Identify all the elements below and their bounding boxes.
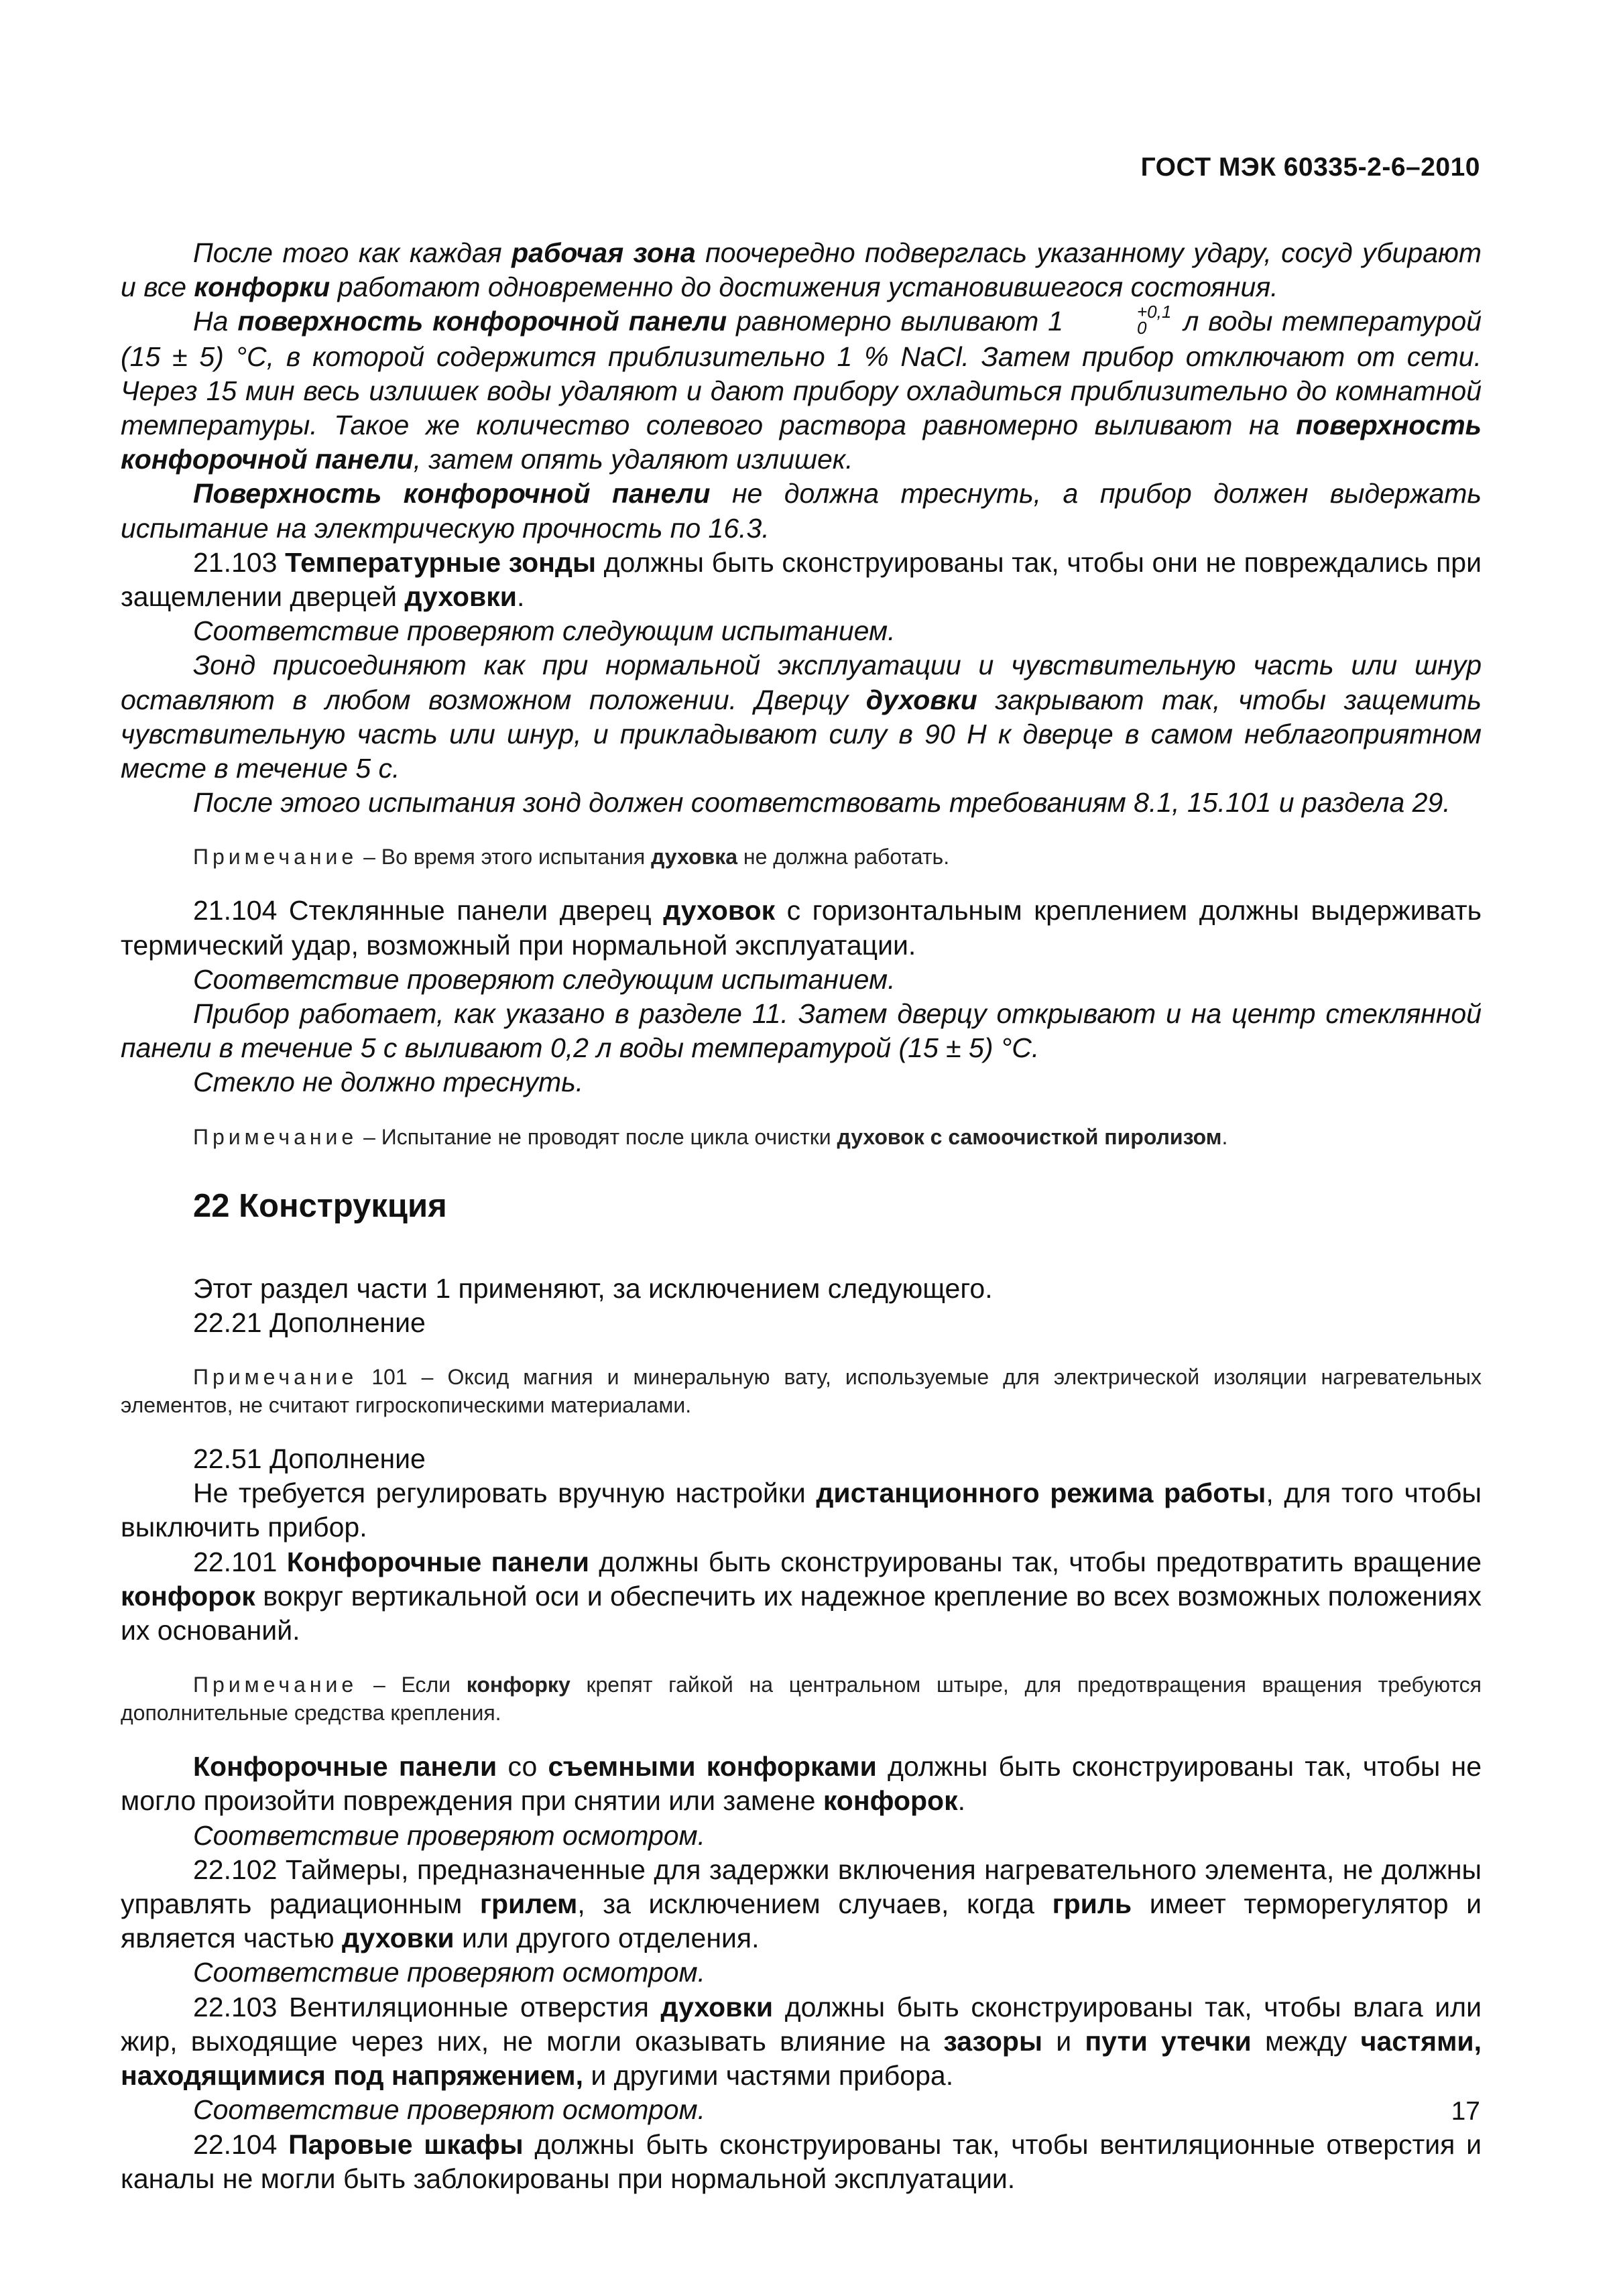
document-code-header: ГОСТ МЭК 60335-2-6–2010 xyxy=(1140,153,1480,182)
text-run: Зонд присоединяют как при нормальной эксплуатации и чувствительную часть или шнур оставляют в любом возможном положении. Дверцу xyxy=(121,650,1482,715)
term-bold: поверхность конфорочной панели xyxy=(237,306,727,337)
term-bold: духовок xyxy=(663,895,776,926)
term-bold: грилем xyxy=(479,1888,578,1920)
clause-21-104 xyxy=(121,894,1482,962)
term-bold: духовок с самоочисткой пиролизом xyxy=(837,1124,1222,1149)
term-bold: рабочая зона xyxy=(512,237,696,268)
text-run: закрывают так, чтобы защемить чувствительную часть или шнур, и прикладывают силу в 90 Н к дверце в самом неблагоприятном месте в течение 5 с. xyxy=(121,684,1482,784)
clause-22-21: 22.21 Дополнение xyxy=(193,1307,426,1338)
term-bold: Поверхность конфорочной панели xyxy=(193,478,711,509)
text-run: имеет терморегулятор и является частью xyxy=(121,1888,1482,1954)
note-label: Примечание xyxy=(193,1673,358,1697)
clause-number: 21.103 xyxy=(193,546,286,578)
term-bold: духовки xyxy=(404,581,517,612)
text-run: и xyxy=(1042,2025,1085,2057)
clause-number: 22.104 xyxy=(193,2128,289,2160)
text-run: работают одновременно до достижения установившегося состояния. xyxy=(330,271,1278,303)
note-label: Примечание xyxy=(193,845,358,869)
tolerance-fraction xyxy=(1065,301,1172,338)
paragraph-glass-test: Прибор работает, как указано в разделе 11. Затем дверцу открывают и на центр стеклянной панели в течение 5 с выливают 0,2 л воды температурой (15 ± 5) °С. xyxy=(121,998,1482,1064)
compliance-statement: Соответствие проверяют осмотром. xyxy=(193,1957,706,1988)
text-run: с горизонтальным креплением должны выдерживать термический удар, возможный при нормальной эксплуатации. xyxy=(121,895,1482,961)
text-run: На xyxy=(193,306,238,337)
text-run: . xyxy=(517,581,525,612)
term-bold: конфорку xyxy=(466,1673,570,1697)
term-bold: гриль xyxy=(1052,1888,1132,1920)
text-run: не должна треснуть, а прибор должен выдержать испытание на электрическую прочность по 16.3. xyxy=(121,478,1482,544)
term-bold: Температурные зонды xyxy=(285,546,596,578)
term-bold: конфорок xyxy=(823,1785,958,1817)
page-number: 17 xyxy=(1451,2097,1480,2126)
term-bold: Конфорочные панели xyxy=(193,1751,497,1783)
text-run: не должна работать. xyxy=(737,845,950,869)
text-run: , затем опять удаляют излишек. xyxy=(413,444,853,475)
term-bold: Конфорочные панели xyxy=(286,1546,590,1577)
note-pyrolytic xyxy=(121,1123,1482,1151)
text-run: между xyxy=(1251,2025,1361,2057)
text-run: равномерно выливают 1 xyxy=(727,306,1063,337)
text-run: , за исключением случаев, когда xyxy=(577,1888,1053,1920)
text-run: или другого отделения. xyxy=(454,1923,760,1954)
tolerance-lower: 0 xyxy=(1136,317,1147,338)
term-bold: духовки xyxy=(660,1991,774,2022)
paragraph-panel-no-crack xyxy=(121,477,1482,545)
note-label: Примечание xyxy=(193,1365,358,1390)
text-run: поочередно подверглась указанному удару, сосуд убирают и все xyxy=(121,237,1482,303)
term-bold: духовки xyxy=(865,684,977,715)
clause-22-104 xyxy=(121,2128,1482,2196)
term-bold: пути утечки xyxy=(1085,2025,1252,2057)
clause-22-51: 22.51 Дополнение xyxy=(193,1443,426,1475)
text-run: 101 – Оксид магния и минеральную вату, используемые для электрической изоляции нагревательных элементов, не считают гигроскопическими материалами. xyxy=(121,1365,1482,1418)
text-run: должны быть сконструированы так, чтобы предотвратить вращение xyxy=(589,1546,1482,1577)
term-bold: Паровые шкафы xyxy=(288,2128,524,2160)
text-run: и другими частями прибора. xyxy=(583,2060,954,2092)
clause-21-103 xyxy=(121,546,1482,614)
term-bold: зазоры xyxy=(943,2025,1042,2057)
term-bold: дистанционного режима работы xyxy=(816,1477,1266,1509)
note-hotplate-nut xyxy=(121,1671,1482,1727)
clause-22-102 xyxy=(121,1853,1482,1956)
text-run: . xyxy=(957,1785,966,1817)
clause-22-103 xyxy=(121,1990,1482,2094)
term-bold: духовки xyxy=(341,1923,455,1954)
compliance-statement: Соответствие проверяют следующим испытанием. xyxy=(193,615,896,647)
text-run: 21.104 Стеклянные панели дверец xyxy=(193,895,664,926)
term-bold: конфорок xyxy=(121,1580,255,1612)
paragraph-remote-operation xyxy=(121,1476,1482,1545)
text-run: должны быть сконструированы так, чтобы не могло произойти повреждения при снятии или замене xyxy=(121,1751,1482,1817)
term-bold: конфорки xyxy=(194,271,330,303)
note-oven-not-operating xyxy=(121,843,1482,871)
paragraph-removable-hotplates xyxy=(121,1750,1482,1818)
paragraph-saline-test xyxy=(121,301,1482,477)
paragraph-work-zone-impact xyxy=(121,236,1482,304)
tolerance-upper: +0,1 xyxy=(1136,301,1172,322)
paragraph-after-test: После этого испытания зонд должен соответствовать требованиям 8.1, 15.101 и раздела 29. xyxy=(193,787,1451,819)
text-run: должны быть сконструированы так, чтобы вентиляционные отверстия и каналы не могли быть заблокированы при нормальной эксплуатации. xyxy=(121,2128,1482,2194)
paragraph-probe-test xyxy=(121,648,1482,786)
compliance-statement: Соответствие проверяют следующим испытанием. xyxy=(193,963,896,995)
text-run: – Во время этого испытания xyxy=(357,845,652,869)
section-intro: Этот раздел части 1 применяют, за исключением следующего. xyxy=(193,1272,993,1304)
text-run: Не требуется регулировать вручную настройки xyxy=(193,1477,817,1509)
page-content xyxy=(121,236,1482,2196)
text-run: После того как каждая xyxy=(193,237,512,268)
paragraph-glass-no-crack: Стекло не должно треснуть. xyxy=(193,1067,584,1098)
term-bold: съемными конфорками xyxy=(548,1751,877,1783)
text-run: 22.102 Таймеры, предназначенные для задержки включения нагревательного элемента, не должны управлять радиационным xyxy=(121,1854,1482,1920)
text-run: должны быть сконструированы так, чтобы влага или жир, выходящие через них, не могли оказывать влияние на xyxy=(121,1991,1482,2057)
term-bold: поверхность конфорочной панели xyxy=(121,409,1482,475)
text-run: 22.103 Вентиляционные отверстия xyxy=(193,1991,661,2022)
compliance-statement: Соответствие проверяют осмотром. xyxy=(193,2094,706,2126)
text-run: крепят гайкой на центральном штыре, для предотвращения вращения требуются дополнительные средства крепления. xyxy=(121,1673,1482,1726)
text-run: должны быть сконструированы так, чтобы они не повреждались при защемлении дверцей xyxy=(121,546,1482,612)
text-run: . xyxy=(1221,1124,1228,1149)
term-bold: духовка xyxy=(651,845,737,869)
text-run: вокруг вертикальной оси и обеспечить их надежное крепление во всех возможных положениях их оснований. xyxy=(121,1580,1482,1646)
section-heading: 22 Конструкция xyxy=(193,1187,447,1224)
note-101-magnesium-oxide xyxy=(121,1363,1482,1419)
text-run: со xyxy=(497,1751,548,1783)
term-bold: частями, находящимися под напряжением, xyxy=(121,2025,1482,2092)
text-run: – Испытание не проводят после цикла очистки xyxy=(357,1124,837,1149)
compliance-statement: Соответствие проверяют осмотром. xyxy=(193,1819,706,1851)
clause-number: 22.101 xyxy=(193,1546,287,1577)
clause-22-101 xyxy=(121,1545,1482,1648)
text-run: л воды температурой (15 ± 5) °С, в которой содержится приблизительно 1 % NaCl. Затем прибор отключают от сети. Через 15 мин весь излишек воды удаляют и дают прибору охладиться приблизительно до комнатной температуры. Такое же количество солевого раствора равномерно выливают на xyxy=(121,306,1482,440)
text-run: – Если xyxy=(357,1673,467,1697)
text-run: , для того чтобы выключить прибор. xyxy=(121,1477,1482,1543)
note-label: Примечание xyxy=(193,1124,358,1149)
